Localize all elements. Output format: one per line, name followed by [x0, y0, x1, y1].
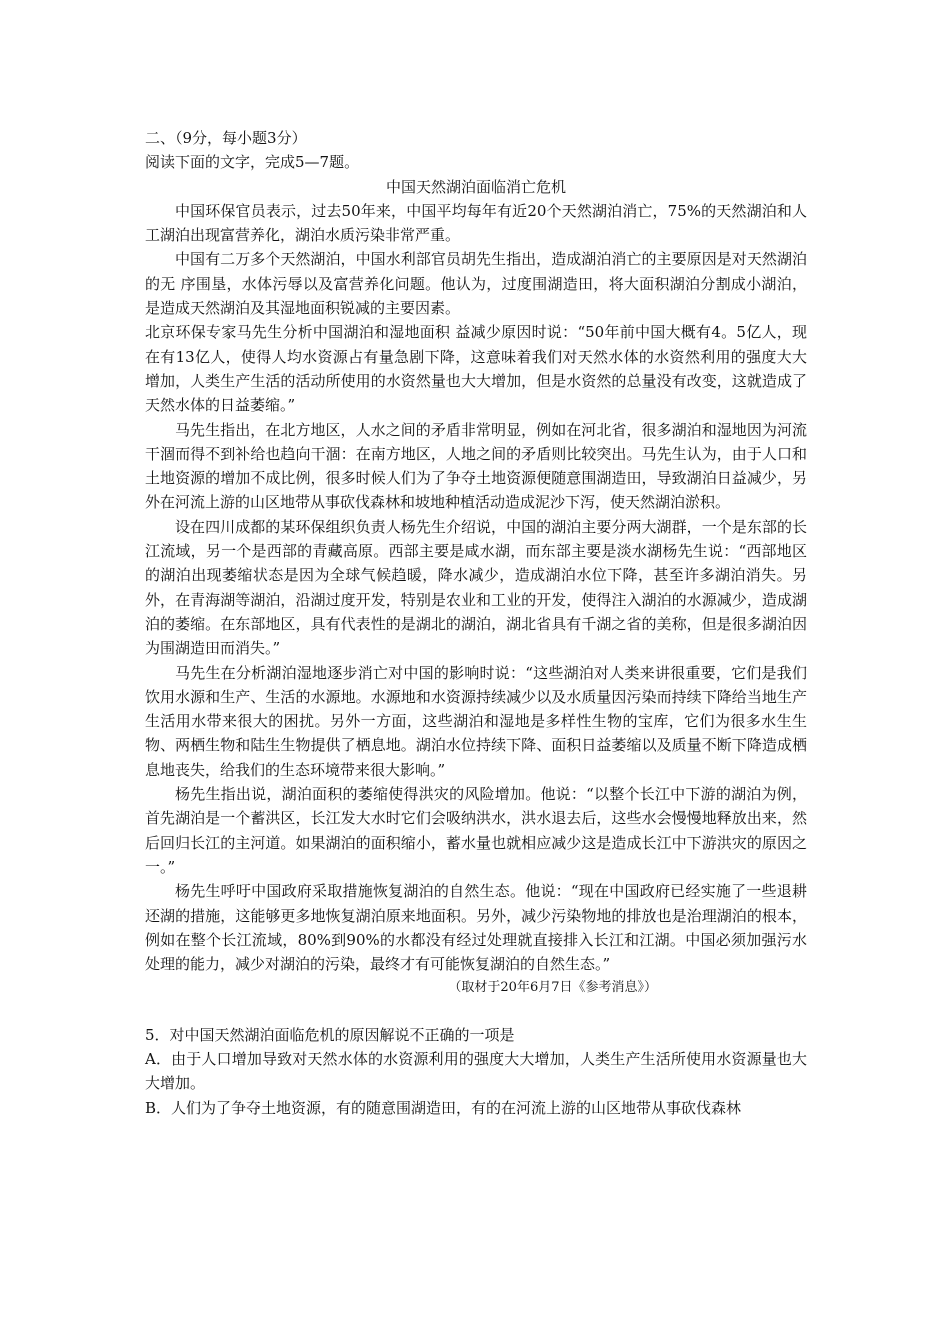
article-paragraph-2: 中国有二万多个天然湖泊，中国水利部官员胡先生指出，造成湖泊消亡的主要原因是对天然湖泊的无 序围垦，水体污辱以及富营养化问题。他认为，过度围湖造田，将大面积湖泊分割成小湖泊，是造成天然湖泊及其湿地面积锐减的主要因素。 — [145, 250, 807, 318]
question-option-a: A．由于人口增加导致对天然水体的水资源利用的强度大大增加，人类生产生活所使用水资源量也大大增加。 — [145, 1049, 807, 1093]
section-heading: 二、（9分，每小题3分） — [145, 129, 307, 147]
spacer — [145, 1001, 807, 1023]
question-stem: 5．对中国天然湖泊面临危机的原因解说不正确的一项是 — [145, 1025, 515, 1044]
article-paragraph-1: 中国环保官员表示，过去50年来，中国平均每年有近20个天然湖泊消亡，75%的天然湖泊和人工湖泊出现富营养化，湖泊水质污染非常严重。 — [145, 201, 807, 245]
article-title: 中国天然湖泊面临消亡危机 — [385, 177, 566, 196]
article-paragraph-6: 马先生在分析湖泊湿地逐步消亡对中国的影响时说：“这些湖泊对人类来讲很重要，它们是我们饮用水源和生产、生活的水源地。水源地和水资源持续减少以及水质量因污染而持续下降给当地生产生活用水带来很大的困扰。另外一方面，这些湖泊和湿地是多样性生物的宝库，它们为很多水生生物、两栖生物和陆生生物提供了栖息地。湖泊水位持续下降、面积日益萎缩以及质量不断下降造成栖息地丧失，给我们的生态环境带来很大影响。” — [145, 663, 807, 779]
article-paragraph-7: 杨先生指出说，湖泊面积的萎缩使得洪灾的风险增加。他说：“以整个长江中下游的湖泊为例，首先湖泊是一个蓄洪区，长江发大水时它们会吸纳洪水，洪水退去后，这些水会慢慢地释放出来，然后回归长江的主河道。如果湖泊的面积缩小，蓄水量也就相应减少这是造成长江中下游洪灾的原因之一。” — [145, 785, 807, 876]
article-paragraph-3: 北京环保专家马先生分析中国湖泊和湿地面积 益减少原因时说：“50年前中国大概有4。5亿人，现在有13亿人，使得人均水资源占有量急剧下降，这意味着我们对天然水体的水资然利用的强度大大增加，人类生产生活的活动所使用的水资然量也大大增加，但是水资然的总量没有改变，这就造成了天然水体的日益萎缩。” — [145, 323, 807, 415]
section-instruction: 阅读下面的文字，完成5—7题。 — [145, 153, 360, 172]
article-paragraph-8: 杨先生呼吁中国政府采取措施恢复湖泊的自然生态。他说：“现在中国政府已经实施了一些退耕还湖的措施，这能够更多地恢复湖泊原来地面积。另外，减少污染物地的排放也是治理湖泊的根本，例如在整个长江流域，80%到90%的水都没有经过处理就直接排入长江和江湖。中国必须加强污水处理的能力，减少对湖泊的污染，最终才有可能恢复湖泊的自然生态。” — [145, 882, 807, 974]
document-page — [145, 126, 807, 1120]
article-paragraph-4: 马先生指出，在北方地区，人水之间的矛盾非常明显，例如在河北省，很多湖泊和湿地因为河流干涸而得不到补给也趋向干涸：在南方地区，人地之间的矛盾则比较突出。马先生认为，由于人口和土地资源的增加不成比例，很多时候人们为了争夺土地资源便随意围湖造田，导致湖泊日益减少，另外在河流上游的山区地带从事砍伐森林和坡地种植活动造成泥沙下泻，使天然湖泊淤积。 — [145, 420, 807, 512]
question-option-b: B．人们为了争夺土地资源，有的随意围湖造田，有的在河流上游的山区地带从事砍伐森林 — [145, 1098, 742, 1117]
article-source: （取材于20年6月7日《参考消息》） — [448, 980, 657, 996]
article-paragraph-5: 设在四川成都的某环保组织负责人杨先生介绍说，中国的湖泊主要分两大湖群，一个是东部的长江流域，另一个是西部的青藏高原。西部主要是咸水湖，而东部主要是淡水湖杨先生说：“西部地区的湖泊出现萎缩状态是因为全球气候趋暖，降水减少，造成湖泊水位下降，甚至许多湖泊消失。另外，在青海湖等湖泊，沿湖过度开发，特别是农业和工业的开发，使得注入湖泊的水源减少，造成湖泊的萎缩。在东部地区，具有代表性的是湖北的湖泊，湖北省具有千湖之省的美称，但是很多湖泊因为围湖造田而消失。” — [145, 517, 807, 658]
